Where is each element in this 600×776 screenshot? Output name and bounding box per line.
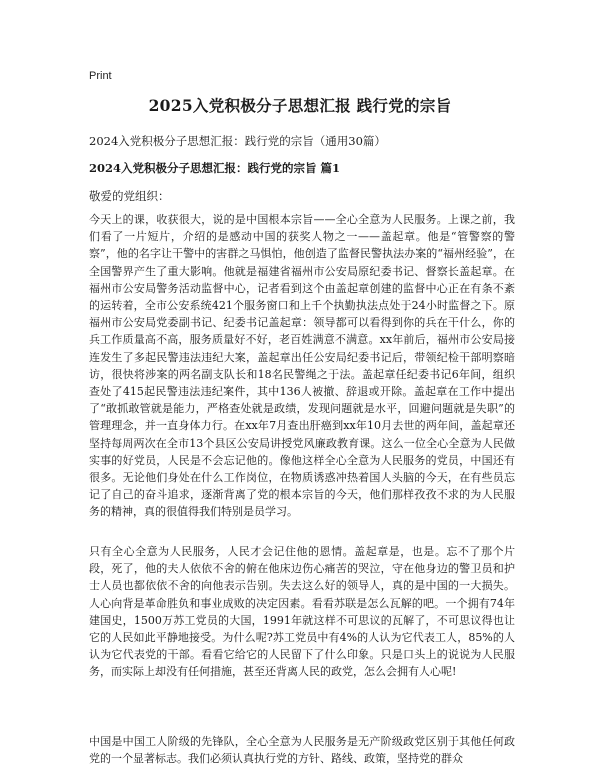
- salutation: 敬爱的党组织：: [89, 189, 170, 203]
- document-title: 2025入党积极分子思想汇报 践行党的宗旨: [148, 96, 452, 115]
- body-paragraph-2: 只有全心全意为人民服务，人民才会记住他的恩情。盖起章是，也是。忘不了那个片段，死了，他的夫人依依不舍的俯在他床边伤心痛苦的哭泣，守在他身边的警卫员和护士人员也都依依不舍的向他表示告别。失去这么好的领导人，真的是中国的一大损失。人心向背是革命胜负和事业成败的决定因素。看看苏联是怎么瓦解的吧。一个拥有74年建国史，1500万苏工党员的大国，1991年就这样不可思议的瓦解了，不可思议得也让它的人民如此平静地接受。为什么呢?苏工党员中有4%的人认为它代表工人，85%的人认为它代表党的干部。看看它给它的人民留下了什么印象。只是口头上的说说为人民服务，而实际上却没有任何措施，甚至还背离人民的政党，怎么会拥有人心呢!: [89, 545, 515, 679]
- document-subtitle: 2024入党积极分子思想汇报：践行党的宗旨（通用30篇）: [89, 134, 386, 148]
- body-paragraph-1: 今天上的课，收获很大，说的是中国根本宗旨——全心全意为人民服务。上课之前，我们看了一片短片，介绍的是感动中国的获奖人物之一——盖起章。他是“管警察的警察”，他的名字让干警中的害群之马惧怕，他创造了监督民警执法办案的“福州经验”，在全国警界产生了重大影响。他就是福建省福州市公安局原纪委书记、督察长盖起章。在福州市公安局警务活动监督中心，记者看到这个由盖起章创建的监督中心正在有条不紊的运转着，全市公安系统421个服务窗口和上千个执勤执法点处于24小时监督之下。原福州市公安局党委副书记、纪委书记盖起章：领导都可以看得到你的兵在干什么，你的兵工作质量高不高，服务质量好不好，老百姓满意不满意。xx年前后，福州市公安局接连发生了多起民警违法违纪大案，盖起章出任公安局纪委书记后，带领纪检干部明察暗访，很快将涉案的两名副支队长和18名民警绳之于法。盖起章任纪委书记6年间，组织查处了415起民警违法违纪案件，其中136人被撤、辞退或开除。盖起章在工作中提出了“敢抓敢管就是能力，严格查处就是政绩，发现问题就是水平，回避问题就是失职”的管理理念，并一直身体力行。在xx年7月查出肝癌到xx年10月去世的两年间，盖起章还坚持每周两次在全市13个县区公安局讲授党风廉政教育课。这么一位全心全意为人民做实事的好党员，人民是不会忘记他的。像他这样全心全意为人民服务的党员，中国还有很多。无论他们身处在什么工作岗位，在物质诱惑冲热着国人头脑的今天，在有些员忘记了自己的奋斗追求，逐渐背离了党的根本宗旨的今天，他们那样孜孜不求的为人民服务的精神，真的很值得我们特别是员学习。: [89, 213, 515, 519]
- section-heading: 2024入党积极分子思想汇报：践行党的宗旨 篇1: [89, 161, 341, 175]
- body-paragraph-3: 中国是中国工人阶级的先锋队，全心全意为人民服务是无产阶级政党区别于其他任何政党的一个显著标志。我们必须认真执行党的方针、路线、政策，坚持党的群众: [89, 735, 515, 766]
- print-link[interactable]: Print: [89, 70, 112, 82]
